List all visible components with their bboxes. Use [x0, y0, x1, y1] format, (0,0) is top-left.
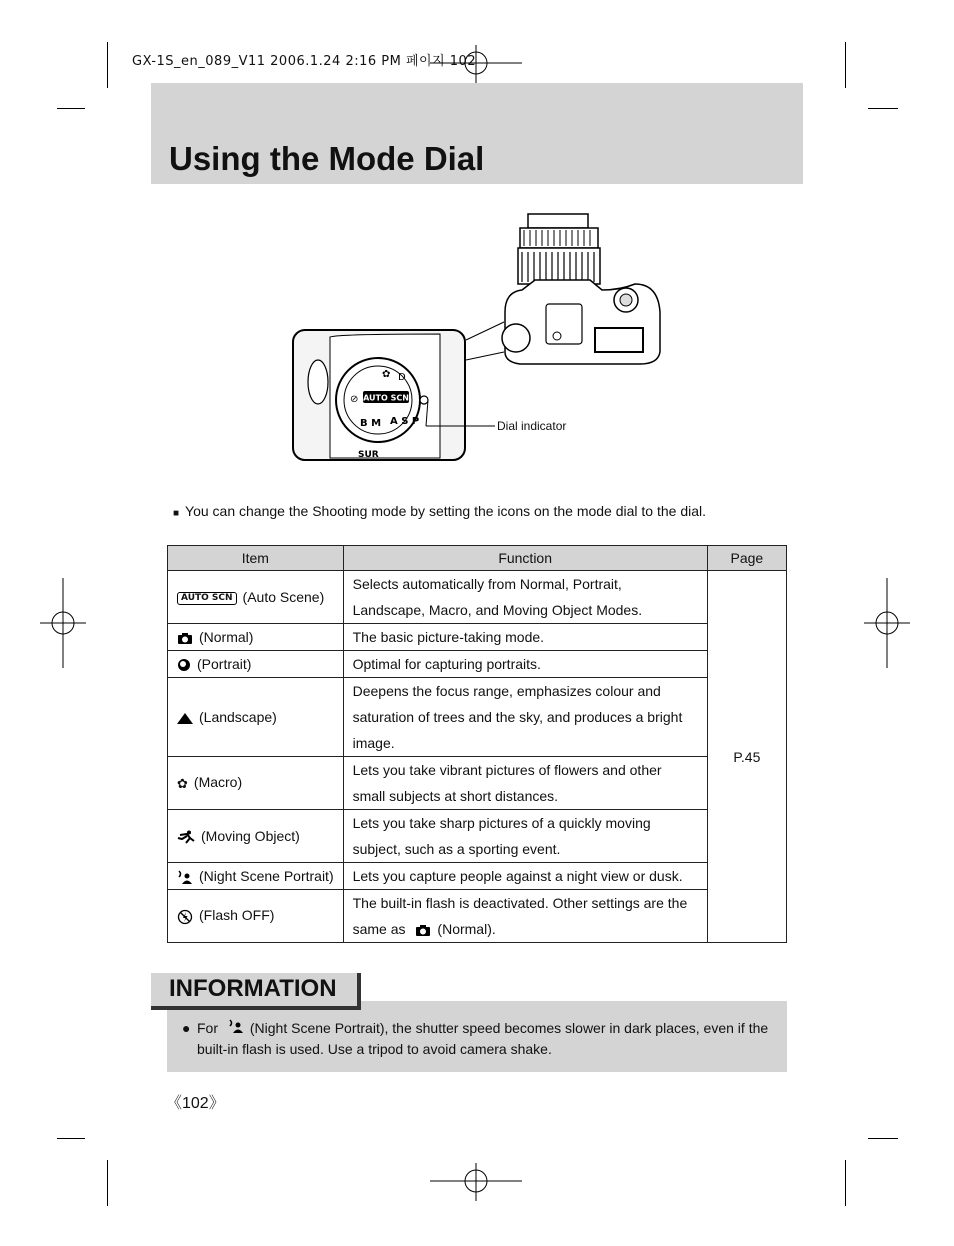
camera-icon: [415, 924, 431, 936]
function-cell: [343, 890, 707, 943]
registration-mark-right: [864, 578, 912, 670]
svg-text:A S P: A S P: [390, 416, 420, 427]
page-number: 《102》: [166, 1095, 225, 1112]
camera-mode-dial-illustration: [290, 212, 670, 468]
item-label: (Portrait): [197, 655, 252, 672]
flash-off-icon: [177, 909, 193, 925]
registration-mark-top: [430, 45, 525, 85]
item-cell: [168, 863, 344, 890]
registration-mark-bottom: [430, 1163, 525, 1203]
mode-table: [167, 545, 787, 943]
dial-auto-scn-label: AUTO SCN: [363, 393, 409, 403]
square-bullet-icon: ■: [173, 508, 180, 519]
page-ref-cell: P.45: [707, 571, 786, 943]
table-header-row: [168, 546, 787, 571]
item-cell: [168, 810, 344, 863]
item-label: (Moving Object): [201, 827, 300, 844]
portrait-icon: [177, 658, 191, 672]
header-page: Page: [707, 546, 786, 571]
function-cell: Optimal for capturing portraits.: [343, 651, 707, 678]
function-cell: Deepens the focus range, emphasizes colour and saturation of trees and the sky, and produces a bright image.: [343, 678, 707, 757]
information-title: INFORMATION: [169, 975, 337, 1002]
running-person-icon: [177, 830, 195, 844]
svg-text:SUR: SUR: [358, 450, 379, 460]
information-text: [182, 1018, 777, 1060]
function-cell: The basic picture-taking mode.: [343, 624, 707, 651]
circle-bullet-icon: ●: [182, 1020, 191, 1036]
table-row: [168, 678, 787, 757]
table-row: [168, 863, 787, 890]
svg-text:✿: ✿: [382, 369, 391, 380]
item-cell: [168, 624, 344, 651]
header-function: Function: [343, 546, 707, 571]
intro-text: You can change the Shooting mode by setting the icons on the mode dial to the dial.: [185, 503, 707, 519]
night-portrait-icon: [228, 1019, 244, 1033]
svg-text:D: D: [398, 372, 406, 383]
table-row: [168, 890, 787, 943]
item-label: (Normal): [199, 629, 254, 645]
item-label: (Night Scene Portrait): [199, 867, 334, 884]
function-suffix: (Normal).: [437, 921, 496, 937]
registration-mark-left: [40, 578, 88, 670]
function-text: The built-in flash is deactivated. Other settings are the same as: [352, 895, 688, 937]
auto-scn-icon: AUTO SCN: [177, 592, 237, 605]
function-cell: Lets you take sharp pictures of a quickly moving subject, such as a sporting event.: [343, 810, 707, 863]
function-cell: Lets you capture people against a night view or dusk.: [343, 863, 707, 890]
table-row: [168, 624, 787, 651]
information-prefix: For: [197, 1020, 218, 1036]
item-cell: [168, 651, 344, 678]
table-row: [168, 810, 787, 863]
function-cell: Lets you take vibrant pictures of flowers and other small subjects at short distances.: [343, 757, 707, 810]
item-cell: [168, 571, 344, 624]
item-cell: [168, 757, 344, 810]
mountain-icon: [177, 712, 193, 724]
dial-indicator-label: Dial indicator: [497, 419, 567, 433]
print-header: GX-1S_en_089_V11 2006.1.24 2:16 PM 페이지 102: [132, 54, 477, 69]
item-label: (Flash OFF): [199, 907, 275, 924]
svg-text:B M: B M: [360, 418, 382, 429]
item-label: (Landscape): [199, 709, 277, 725]
intro-note: [173, 503, 706, 519]
night-portrait-icon: [177, 870, 193, 884]
item-label: (Macro): [193, 774, 243, 791]
page-title: Using the Mode Dial: [169, 140, 485, 177]
header-item: Item: [168, 546, 344, 571]
function-cell: Selects automatically from Normal, Portrait, Landscape, Macro, and Moving Object Modes.: [343, 571, 707, 624]
table-row: [168, 571, 787, 624]
svg-text:⊘: ⊘: [350, 394, 359, 405]
item-cell: [168, 678, 344, 757]
information-body: (Night Scene Portrait), the shutter speed becomes slower in dark places, even if the built-in flash is used. Use a tripod to avoid camera shake.: [197, 1020, 769, 1057]
table-row: [168, 651, 787, 678]
flower-icon: ✿: [177, 775, 188, 791]
item-label: (Auto Scene): [242, 589, 325, 605]
table-row: [168, 757, 787, 810]
camera-icon: [177, 632, 193, 644]
item-cell: [168, 890, 344, 943]
